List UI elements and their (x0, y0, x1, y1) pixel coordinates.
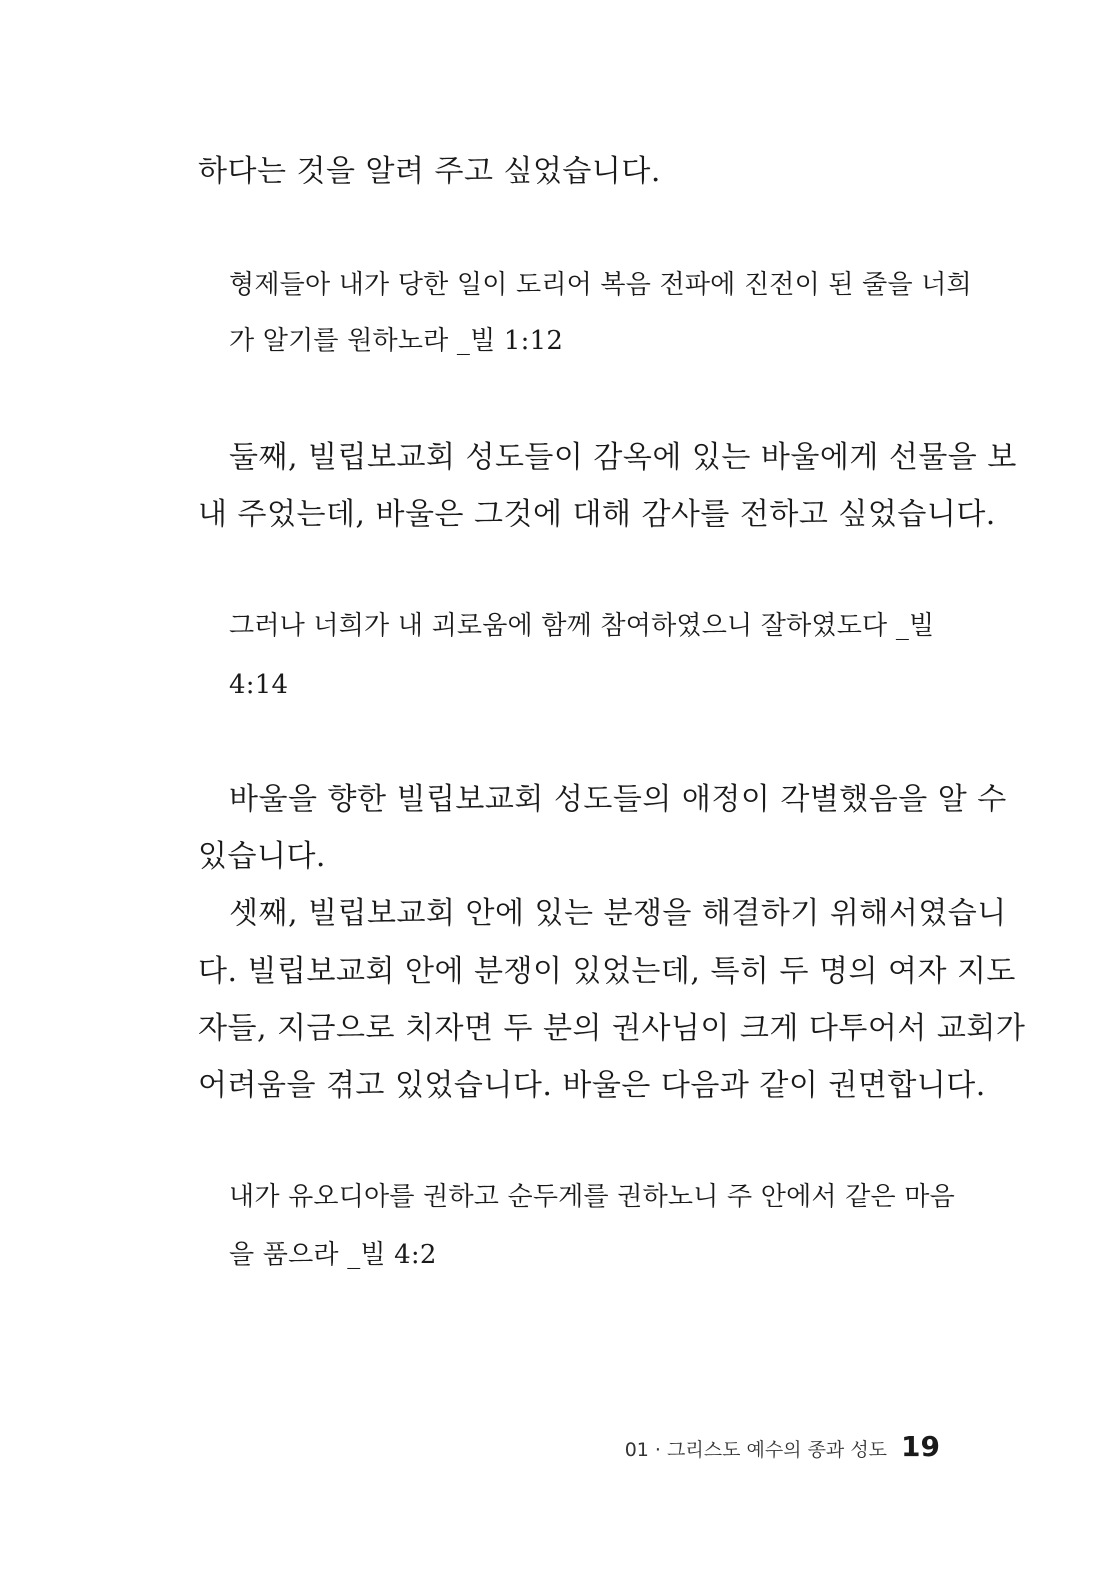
quote-line: 형제들아 내가 당한 일이 도리어 복음 전파에 진전이 된 줄을 너희 (229, 270, 972, 300)
paragraph-line: 어려움을 겪고 있었습니다. 바울은 다음과 같이 권면합니다. (198, 1068, 986, 1103)
paragraph-line: 내 주었는데, 바울은 그것에 대해 감사를 전하고 싶었습니다. (198, 497, 996, 532)
paragraph-line: 바울을 향한 빌립보교회 성도들의 애정이 각별했음을 알 수 (229, 782, 1007, 817)
page-footer (625, 1430, 940, 1463)
page-number: 19 (901, 1430, 940, 1463)
running-head: 01 · 그리스도 예수의 종과 성도 (624, 1439, 888, 1461)
paragraph-line: 하다는 것을 알려 주고 싶었습니다. (198, 154, 661, 189)
paragraph-line: 자들, 지금으로 치자면 두 분의 권사님이 크게 다투어서 교회가 (198, 1011, 1026, 1046)
paragraph-line: 셋째, 빌립보교회 안에 있는 분쟁을 해결하기 위해서였습니 (229, 896, 1007, 931)
quote-line: 4:14 (229, 670, 289, 700)
paragraph-line: 있습니다. (198, 839, 326, 874)
quote-line: 그러나 너희가 내 괴로움에 함께 참여하였으니 잘하였도다 _빌 (229, 611, 935, 641)
quote-line: 가 알기를 원하노라 _빌 1:12 (229, 326, 564, 356)
quote-line: 을 품으라 _빌 4:2 (229, 1240, 437, 1270)
paragraph-line: 둘째, 빌립보교회 성도들이 감옥에 있는 바울에게 선물을 보 (229, 440, 1017, 475)
quote-line: 내가 유오디아를 권하고 순두게를 권하노니 주 안에서 같은 마음 (229, 1182, 955, 1212)
paragraph-line: 다. 빌립보교회 안에 분쟁이 있었는데, 특히 두 명의 여자 지도 (198, 954, 1016, 989)
